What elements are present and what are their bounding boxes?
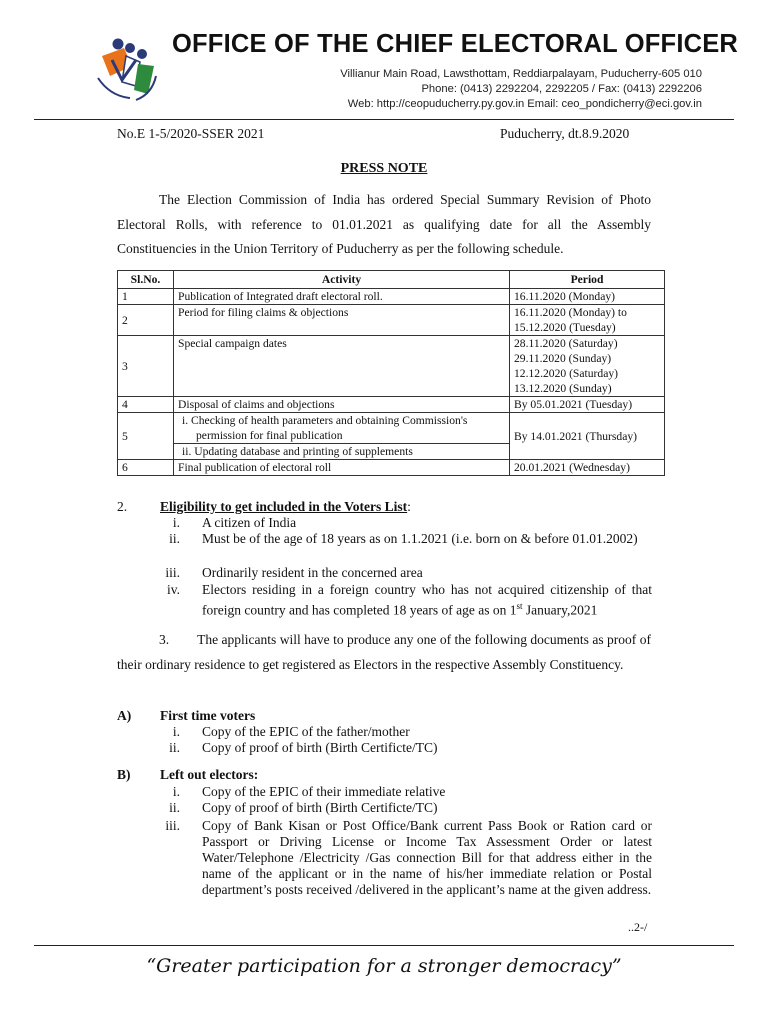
col-header-activity: Activity xyxy=(174,271,510,289)
group-b-label: B) xyxy=(117,767,131,782)
period-line: 28.11.2020 (Saturday) xyxy=(514,337,618,350)
group-b-heading: Left out electors: xyxy=(160,767,259,782)
group-a-heading: First time voters xyxy=(160,708,256,723)
section-heading: Eligibility to get included in the Voters List: xyxy=(160,499,411,514)
table-row xyxy=(118,305,665,336)
table-row xyxy=(118,460,665,476)
row-period: By 14.01.2021 (Thursday) xyxy=(510,413,665,460)
table-row xyxy=(118,336,665,397)
list-item: ii. Copy of proof of birth (Birth Certificte/TC) xyxy=(169,740,438,755)
list-item: iii. Copy of Bank Kisan or Post Office/Bank current Pass Book or Ration card or Passport or Driving License or Income Tax Assessment Order or latest Water/Telephone /Electricity /Gas connection Bill for that address either in the name of the applicant or in the name of his/her immediate relation or Postal department’s posts received /delivered in the applicant’s name at the given address. xyxy=(165,818,652,897)
page-continuation: ..2-/ xyxy=(628,920,648,934)
row-period xyxy=(510,305,665,336)
place-date: Puducherry, dt.8.9.2020 xyxy=(500,126,630,141)
row-slno: 4 xyxy=(118,397,174,413)
list-item: i. Copy of the EPIC of their immediate relative xyxy=(172,784,446,799)
period-line: 13.12.2020 (Sunday) xyxy=(514,382,612,395)
row-activity: Period for filing claims & objections xyxy=(174,305,510,336)
col-header-slno: Sl.No. xyxy=(118,271,174,289)
row-period: By 05.01.2021 (Tuesday) xyxy=(510,397,665,413)
footer-motto: “Greater participation for a stronger democracy” xyxy=(146,955,622,977)
row-period: 20.01.2021 (Wednesday) xyxy=(510,460,665,476)
list-item: iii. Ordinarily resident in the concerned area xyxy=(165,565,423,580)
row-period xyxy=(510,336,665,397)
row-activity-sub-i: i. Checking of health parameters and obtaining Commission's permission for final publication xyxy=(174,413,510,444)
period-line: 29.11.2020 (Sunday) xyxy=(514,352,612,365)
list-item: i. Copy of the EPIC of the father/mother xyxy=(172,724,410,739)
row-activity-sub-ii: ii. Updating database and printing of supplements xyxy=(174,444,510,460)
list-item: iv. Electors residing in a foreign country who has not acquired citizenship of that foreign country and has completed 18 years of age as on 1st January,2021 xyxy=(167,582,652,618)
group-a-label: A) xyxy=(117,708,132,723)
row-slno: 2 xyxy=(118,305,174,336)
office-phone: Phone: (0413) 2292204, 2292205 / Fax: (0413) 2292206 xyxy=(421,83,702,95)
list-item: ii. Copy of proof of birth (Birth Certificte/TC) xyxy=(169,800,438,815)
row-slno: 6 xyxy=(118,460,174,476)
period-line: 16.11.2020 (Monday) to xyxy=(514,306,627,319)
table-row xyxy=(118,397,665,413)
list-item: ii. Must be of the age of 18 years as on 1.1.2021 (i.e. born on & before 01.01.2002) xyxy=(169,531,638,546)
col-header-period: Period xyxy=(510,271,665,289)
table-header-row xyxy=(118,271,665,289)
office-address: Villianur Main Road, Lawsthottam, Reddiarpalayam, Puducherry-605 010 xyxy=(340,68,702,80)
period-line: 12.12.2020 (Saturday) xyxy=(514,367,619,380)
reference-number: No.E 1-5/2020-SSER 2021 xyxy=(117,126,265,141)
office-title: OFFICE OF THE CHIEF ELECTORAL OFFICER xyxy=(172,30,739,58)
list-item: i. A citizen of India xyxy=(172,515,297,530)
row-activity: Publication of Integrated draft electoral roll. xyxy=(174,289,510,305)
row-slno: 5 xyxy=(118,413,174,460)
office-web-email: Web: http://ceopuducherry.py.gov.in Email: ceo_pondicherry@eci.gov.in xyxy=(347,98,702,110)
schedule-table xyxy=(117,270,665,476)
press-note-title: PRESS NOTE xyxy=(340,161,428,176)
row-slno: 1 xyxy=(118,289,174,305)
row-period: 16.11.2020 (Monday) xyxy=(510,289,665,305)
intro-paragraph: The Election Commission of India has ordered Special Summary Revision of Photo Electoral Rolls, with reference to 01.01.2021 as qualifying date for all the Assembly Constituencies in the Union Territory of Puducherry as per the following schedule. xyxy=(117,192,651,256)
row-activity: Special campaign dates xyxy=(174,336,510,397)
section-number: 2. xyxy=(117,499,128,514)
row-slno: 3 xyxy=(118,336,174,397)
eci-logo xyxy=(96,36,160,104)
period-line: 15.12.2020 (Tuesday) xyxy=(514,321,616,334)
row-activity: Disposal of claims and objections xyxy=(174,397,510,413)
row-activity: Final publication of electoral roll xyxy=(174,460,510,476)
section-3-paragraph: 3. The applicants will have to produce any one of the following documents as proof of their ordinary residence to get registered as Electors in the respective Assembly Constituency. xyxy=(117,632,651,672)
header-divider xyxy=(34,119,734,120)
table-row xyxy=(118,289,665,305)
footer-divider xyxy=(34,945,734,946)
table-row xyxy=(118,413,665,444)
